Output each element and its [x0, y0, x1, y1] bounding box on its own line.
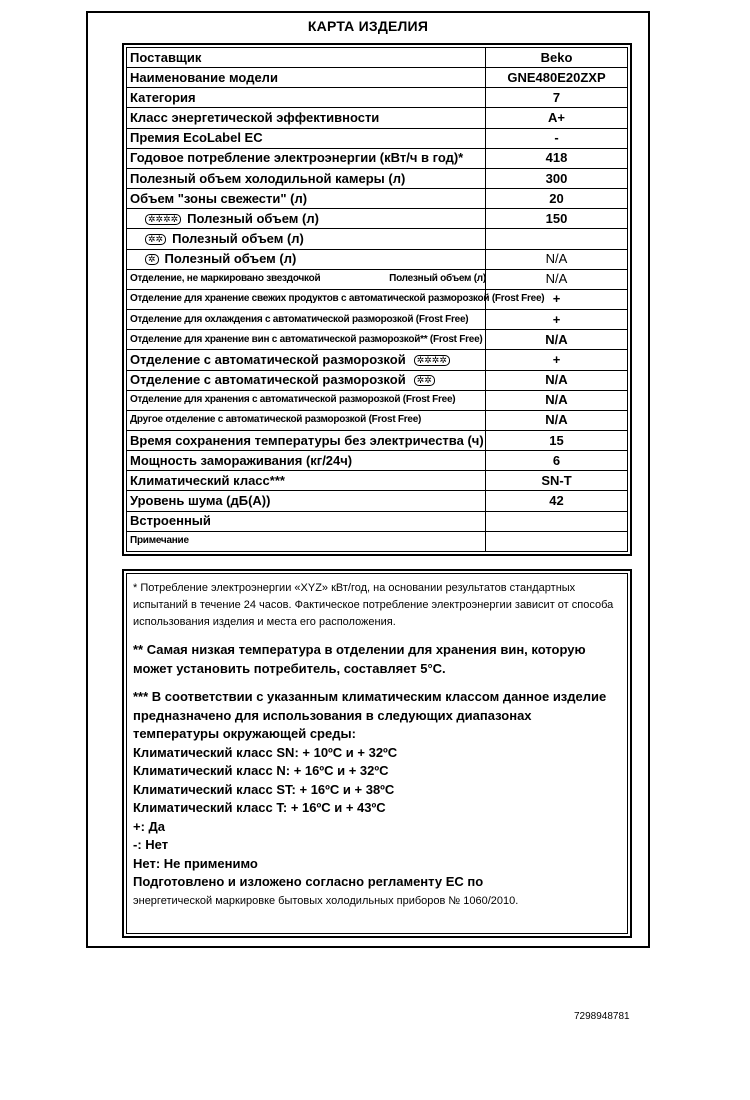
row-label: Поставщик: [130, 49, 202, 65]
table-row: [127, 249, 628, 269]
row-value: 6: [486, 451, 628, 471]
row-label-cell: [127, 390, 486, 410]
star-rating-icon: ✲✲: [414, 375, 435, 386]
row-label: Полезный объем (л): [164, 251, 297, 267]
note-climate: *** В соответствии с указанным климатическим классом данное изделие предназначено для использования в следующих диапазонах температуры окружающей среды:: [133, 689, 607, 741]
regulation-line-2: энергетической маркировке бытовых холодильных приборов № 1060/2010.: [133, 894, 519, 907]
row-label: Отделение для хранения с автоматической разморозкой (Frost Free): [130, 394, 456, 406]
row-label: Уровень шума (дБ(A)): [130, 493, 271, 509]
climate-st: Климатический класс ST: + 16ºC и + 38ºC: [133, 781, 395, 797]
table-row: [127, 209, 628, 229]
table-row: [127, 410, 628, 430]
row-label: Мощность замораживания (кг/24ч): [130, 452, 353, 468]
row-label-cell: [127, 330, 486, 350]
table-row: [127, 451, 628, 471]
row-label-cell: [127, 128, 486, 148]
row-value: N/A: [486, 370, 628, 390]
row-value: N/A: [486, 249, 628, 269]
table-row: [127, 229, 628, 249]
row-value: 42: [486, 491, 628, 511]
table-row: [127, 390, 628, 410]
row-label-cell: [127, 350, 486, 370]
row-value: Beko: [486, 48, 628, 68]
row-label: Объем "зоны свежести" (л): [130, 190, 308, 206]
row-label: Полезный объем (л): [172, 230, 304, 246]
product-card: [86, 11, 650, 948]
row-value: 7: [486, 88, 628, 108]
row-label: Наименование модели: [130, 69, 278, 85]
star-rating-icon: ✲✲✲✲: [414, 355, 450, 366]
climate-t: Климатический класс T: + 16ºC и + 43ºC: [133, 800, 386, 815]
row-label: Отделение с автоматической разморозкой: [130, 351, 406, 367]
note-wine: ** Самая низкая температура в отделении для хранения вин, которую может установить потребитель, составляет 5°C.: [133, 642, 586, 676]
climate-sn: Климатический класс SN: + 10ºC и + 32ºC: [133, 744, 398, 760]
note-energy: * Потребление электроэнергии «XYZ» кВт/год, на основании результатов стандартных испытаний в течение 24 часов. Фактическое потребление электроэнергии зависит от способа использования изделия и места его расположения.: [133, 582, 614, 628]
row-label: Встроенный: [130, 513, 211, 529]
row-value: [486, 511, 628, 531]
row-label-cell: [127, 310, 486, 330]
table-row: [127, 68, 628, 88]
spec-table-frame: [122, 43, 632, 556]
row-label-cell: [127, 249, 486, 269]
table-row: [127, 310, 628, 330]
row-label-cell: [127, 68, 486, 88]
table-row: [127, 88, 628, 108]
row-value: N/A: [486, 269, 628, 289]
table-row: [127, 189, 628, 209]
row-label-cell: [127, 370, 486, 390]
table-row: [127, 370, 628, 390]
table-row: [127, 289, 628, 309]
row-value: +: [486, 350, 628, 370]
row-value: 150: [486, 209, 628, 229]
row-label: Полезный объем холодильной камеры (л): [130, 170, 406, 186]
notes-frame: [122, 569, 632, 938]
row-label-cell: [127, 491, 486, 511]
row-label: Класс энергетической эффективности: [130, 110, 380, 126]
row-label: Премия EcoLabel EC: [130, 130, 263, 146]
row-label-cell: [127, 229, 486, 249]
row-value: [486, 531, 628, 551]
row-value: GNE480E20ZXP: [486, 68, 628, 88]
row-label-cell: [127, 48, 486, 68]
table-row: [127, 531, 628, 551]
row-value: SN-T: [486, 471, 628, 491]
row-value: 20: [486, 189, 628, 209]
table-row: [127, 269, 628, 289]
table-row: [127, 471, 628, 491]
row-label: Категория: [130, 89, 196, 105]
row-value: +: [486, 289, 628, 309]
row-value: N/A: [486, 330, 628, 350]
row-label-cell: [127, 430, 486, 450]
spec-table-body: [127, 48, 628, 552]
legend-yes: +: Да: [133, 818, 166, 834]
row-label: Отделение для охлаждения с автоматической разморозкой (Frost Free): [130, 313, 469, 325]
row-label-cell: [127, 531, 486, 551]
row-label-cell: [127, 269, 486, 289]
row-value: N/A: [486, 390, 628, 410]
row-label-cell: [127, 88, 486, 108]
notes-box: [126, 573, 628, 934]
legend-na: Нет: Не применимо: [133, 855, 258, 871]
row-label: Климатический класс***: [130, 472, 285, 488]
table-row: [127, 430, 628, 450]
legend-no: -: Нет: [133, 837, 169, 852]
star-rating-icon: ✲✲: [145, 234, 166, 245]
table-row: [127, 168, 628, 188]
row-label-cell: [127, 189, 486, 209]
row-label: Отделение, не маркировано звездочкой: [130, 273, 321, 285]
table-row: [127, 148, 628, 168]
row-label: Отделение для хранение свежих продуктов с автоматической разморозкой (Frost Free): [130, 293, 545, 305]
row-label-cell: [127, 410, 486, 430]
row-value: A+: [486, 108, 628, 128]
star-rating-icon: ✲✲✲✲: [145, 214, 181, 225]
row-label: Годовое потребление электроэнергии (кВт/ч в год)*: [130, 150, 464, 166]
row-value: N/A: [486, 410, 628, 430]
row-value: 300: [486, 168, 628, 188]
row-label-cell: [127, 289, 545, 309]
row-label: Полезный объем (л): [187, 210, 319, 226]
row-label-cell: [127, 511, 486, 531]
row-label-cell: [127, 451, 486, 471]
row-label-cell: [127, 108, 486, 128]
climate-n: Климатический класс N: + 16ºC и + 32ºC: [133, 763, 389, 778]
table-row: [127, 491, 628, 511]
row-value: 15: [486, 430, 628, 450]
row-label: Другое отделение с автоматической разморозкой (Frost Free): [130, 414, 422, 426]
row-value: 418: [486, 148, 628, 168]
row-value: +: [486, 310, 628, 330]
regulation-line-1: Подготовлено и изложено согласно регламенту ЕС по: [133, 874, 484, 889]
table-row: [127, 330, 628, 350]
row-value: [486, 229, 628, 249]
table-row: [127, 128, 628, 148]
row-label: Время сохранения температуры без электричества (ч): [130, 432, 484, 448]
document-code: 7298948781: [574, 1011, 630, 1022]
row-label-cell: [127, 209, 486, 229]
row-label: Отделение для хранение вин с автоматической разморозкой** (Frost Free): [130, 333, 483, 345]
row-label: Отделение с автоматической разморозкой: [130, 372, 406, 388]
table-row: [127, 350, 628, 370]
spec-table: [126, 47, 628, 552]
table-row: [127, 511, 628, 531]
table-row: [127, 48, 628, 68]
star-rating-icon: ✲: [145, 254, 159, 265]
row-label: Примечание: [130, 535, 189, 547]
row-sublabel: Полезный объем (л): [389, 273, 486, 285]
row-value: -: [486, 128, 628, 148]
row-label-cell: [127, 148, 486, 168]
table-row: [127, 108, 628, 128]
card-title: КАРТА ИЗДЕЛИЯ: [307, 18, 429, 34]
row-label-cell: [127, 168, 486, 188]
row-label-cell: [127, 471, 486, 491]
